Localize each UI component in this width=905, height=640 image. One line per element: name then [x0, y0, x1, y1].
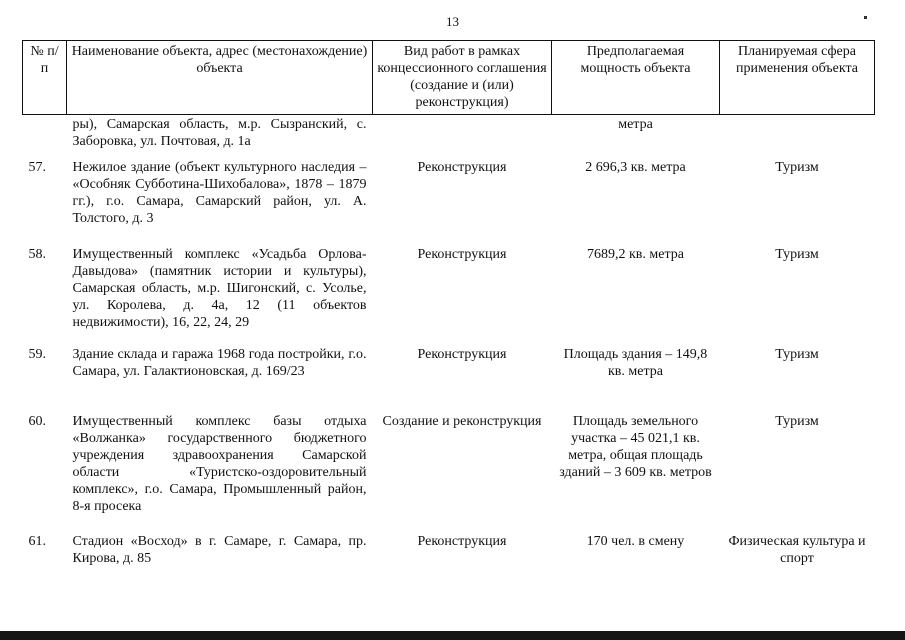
row-number: 60. [28, 414, 46, 429]
row-number: 61. [28, 534, 46, 549]
row-work-type [373, 115, 552, 160]
table-row [23, 346, 875, 413]
row-number: 57. [28, 160, 46, 175]
objects-table [22, 40, 875, 573]
scan-mark [864, 16, 867, 19]
row-object-name: Нежилое здание (объект культурного наследия – «Особняк Субботина-Шихобалова», 1878 – 1879 гг.), г.о. Самара, Самарский район, ул. А. Толстого, д. 3 [72, 160, 367, 226]
row-object-name: Имущественный комплекс «Усадьба Орлова-Давыдова» (памятник истории и культуры), Самарская область, м.р. Шигонский, с. Усолье, ул. Королева, д. 4а, 12 (11 объектов недвижимости), 16, 22, 24, 29 [72, 247, 367, 330]
row-capacity: Площадь здания – 149,8 кв. метра [563, 347, 708, 379]
header-capacity: Предполагаемая мощность объекта [552, 41, 720, 115]
row-work-type: Реконструкция [417, 347, 507, 362]
page-bottom-border [0, 631, 905, 640]
row-sphere [720, 115, 875, 160]
row-capacity: 170 чел. в смену [586, 534, 685, 549]
table-header-row [23, 41, 875, 115]
row-object-name: ры), Самарская область, м.р. Сызранский, с. Заборовка, ул. Почтовая, д. 1а [72, 117, 367, 149]
header-object-name: Наименование объекта, адрес (местонахождение) объекта [67, 41, 373, 115]
row-capacity: 7689,2 кв. метра [587, 247, 684, 262]
table-row [23, 115, 875, 160]
row-capacity: Площадь земельного участка – 45 021,1 кв. метра, общая площадь зданий – 3 609 кв. метров [559, 414, 712, 480]
page-number: 13 [446, 14, 459, 29]
table-row [23, 159, 875, 246]
row-sphere: Туризм [775, 347, 819, 362]
row-number: 58. [28, 247, 46, 262]
row-work-type: Реконструкция [417, 534, 507, 549]
row-sphere: Физическая культура и спорт [728, 534, 866, 566]
row-number [23, 115, 67, 160]
table-row [23, 533, 875, 573]
header-sphere: Планируемая сфера применения объекта [720, 41, 875, 115]
row-capacity: 2 696,3 кв. метра [585, 160, 686, 175]
row-sphere: Туризм [775, 247, 819, 262]
row-object-name: Стадион «Восход» в г. Самаре, г. Самара, пр. Кирова, д. 85 [72, 534, 367, 566]
row-number: 59. [28, 347, 46, 362]
header-number: № п/п [23, 41, 67, 115]
row-capacity: метра [618, 117, 653, 132]
row-work-type: Реконструкция [417, 160, 507, 175]
row-work-type: Реконструкция [417, 247, 507, 262]
table-row [23, 413, 875, 533]
row-sphere: Туризм [775, 414, 819, 429]
row-object-name: Здание склада и гаража 1968 года постройки, г.о. Самара, ул. Галактионовская, д. 169/23 [72, 347, 367, 379]
row-object-name: Имущественный комплекс базы отдыха «Волжанка» государственного бюджетного учреждения здравоохранения Самарской области «Туристско-оздоровительный комплекс», г.о. Самара, Промышленный район, 8-я просека [72, 414, 367, 514]
header-work-type: Вид работ в рамках концессионного соглашения (создание и (или) реконструкция) [373, 41, 552, 115]
table-row [23, 246, 875, 346]
row-work-type: Создание и реконструкция [382, 414, 542, 429]
row-sphere: Туризм [775, 160, 819, 175]
